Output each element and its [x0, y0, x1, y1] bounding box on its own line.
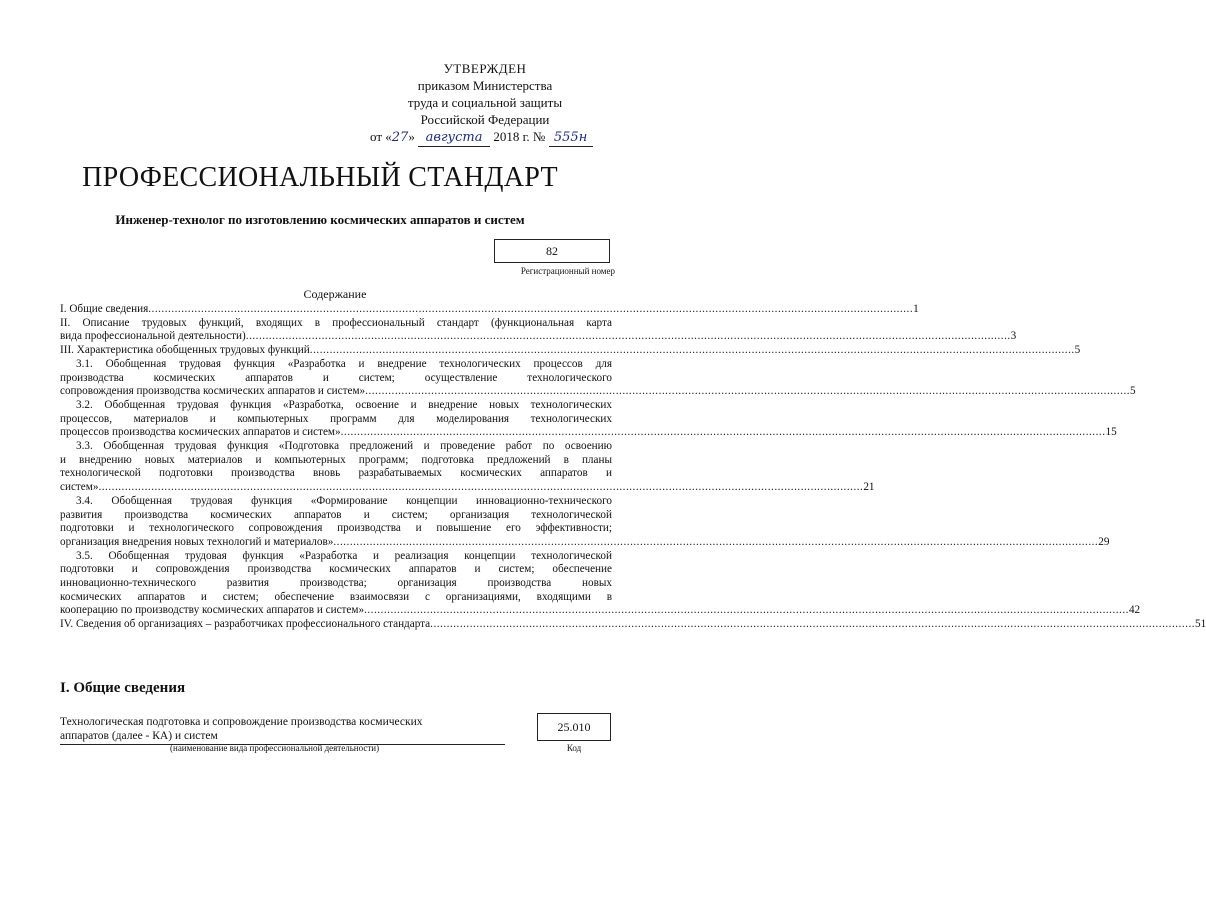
activity-caption: (наименование вида профессиональной деятельности) [170, 743, 380, 753]
toc-entry-text: 3.3. Обобщенная трудовая функция «Подготовка предложений и проведение работ по освоению [76, 440, 612, 453]
toc-entry-text: 3.5. Обобщенная трудовая функция «Разработка и реализация концепции технологической [76, 549, 612, 562]
activity-code-box: 25.010 [537, 713, 611, 741]
approval-line-3: Российской Федерации [420, 112, 550, 127]
approval-title: УТВЕРЖДЕН [443, 61, 527, 76]
order-year: 2018 г. № [493, 129, 546, 144]
order-day: 27 [391, 130, 409, 145]
toc-page-number: 5 [1130, 385, 1136, 398]
toc-dot-leader [341, 426, 1106, 440]
toc-entry-line [60, 385, 1136, 399]
table-of-contents [60, 303, 1206, 632]
toc-entry-text: процессов, материалов и компьютерных программ для моделирования технологических [60, 412, 612, 425]
order-line [360, 128, 610, 147]
toc-entry-text: II. Описание трудовых функций, входящих в профессиональный стандарт (функциональная карта [60, 316, 612, 329]
order-quote-close: » [408, 129, 415, 144]
approval-line-2: труда и социальной защиты [407, 95, 563, 110]
toc-page-number: 3 [1010, 330, 1017, 343]
toc-dot-leader [430, 618, 1195, 632]
toc-entry-line [60, 330, 1017, 344]
section-heading: I. Общие сведения [60, 680, 186, 696]
toc-entry-line [60, 303, 919, 317]
toc-entry-text: и внедрению новых материалов и компьютерных программ; подготовка предложений в планы [60, 453, 612, 466]
toc-entry-text: 3.2. Обобщенная трудовая функция «Разработка, освоение и внедрение новых технологических [76, 398, 612, 411]
toc-page-number: 51 [1195, 618, 1206, 631]
toc-entry-text: сопровождения производства космических аппаратов и систем» [60, 385, 366, 398]
toc-entry-text: 3.4. Обобщенная трудовая функция «Формирование концепции инновационно-технического [76, 494, 612, 507]
document-subtitle: Инженер-технолог по изготовлению космических аппаратов и систем [115, 212, 525, 227]
toc-entry-text: III. Характеристика обобщенных трудовых функций [60, 344, 310, 357]
approval-line-1: приказом Министерства [417, 78, 553, 93]
toc-entry-line [60, 426, 1117, 440]
toc-entry-text: процессов производства космических аппаратов и систем» [60, 426, 341, 439]
toc-entry-text: космических аппаратов и систем; обеспечение взаимосвязи с организациями, входящими в [60, 590, 612, 603]
activity-code-label: Код [566, 743, 582, 753]
toc-page-number: 42 [1128, 604, 1141, 617]
activity-name [60, 715, 510, 745]
document-title: ПРОФЕССИОНАЛЬНЫЙ СТАНДАРТ [82, 162, 558, 193]
toc-dot-leader [98, 481, 863, 495]
toc-entry-text: развития производства космических аппаратов и систем; организация технологической [60, 508, 612, 521]
toc-entry-line [60, 344, 1081, 358]
toc-entry-text: систем» [60, 481, 99, 494]
order-month: августа [418, 129, 490, 147]
toc-entry-text: производства космических аппаратов и систем; осуществление технологического [60, 371, 612, 384]
toc-entry-line [60, 481, 875, 495]
toc-page-number: 21 [863, 481, 875, 494]
toc-entry-text: подготовки и технологического сопровождения производства и повышение его эффективности; [60, 522, 612, 535]
toc-dot-leader [364, 604, 1129, 618]
toc-entry-text: I. Общие сведения [60, 303, 149, 315]
toc-entry-text: 3.1. Обобщенная трудовая функция «Разработка и внедрение технологических процессов для [76, 357, 612, 370]
activity-line-1: Технологическая подготовка и сопровождение производства космических [60, 716, 423, 728]
toc-page-number: 29 [1098, 535, 1110, 548]
toc-page-number: 15 [1105, 426, 1117, 439]
registration-number-label: Регистрационный номер [520, 266, 615, 276]
toc-entry-text: вида профессиональной деятельности) [60, 330, 246, 343]
toc-dot-leader [333, 536, 1098, 550]
toc-entry-line [60, 618, 1206, 632]
order-prefix: от « [370, 129, 392, 144]
toc-entry-text: подготовки и сопровождения производства космических аппаратов и систем; обеспечение [60, 563, 612, 576]
toc-entry-line [60, 604, 1141, 618]
toc-entry-text: IV. Сведения об организациях – разработчиках профессионального стандарта [60, 618, 431, 631]
activity-line-2: аппаратов (далее - КА) и систем [60, 729, 505, 745]
registration-number-box: 82 [494, 239, 610, 263]
order-number: 555н [549, 129, 593, 147]
toc-entry-line [60, 535, 1110, 550]
toc-entry-text: кооперацию по производству космических аппаратов и систем» [60, 604, 365, 617]
approval-block [360, 60, 610, 147]
toc-dot-leader [310, 344, 1075, 358]
toc-entry-text: инновационно-технического развития производства; организация производства новых [60, 577, 612, 590]
toc-dot-leader [246, 330, 1011, 344]
toc-heading: Содержание [303, 287, 367, 301]
toc-dot-leader [365, 385, 1130, 399]
toc-dot-leader [148, 303, 913, 317]
toc-page-number: 1 [913, 303, 919, 315]
toc-entry-text: организация внедрения новых технологий и материалов» [60, 535, 334, 548]
toc-page-number: 5 [1074, 344, 1081, 357]
toc-entry-text: технологической подготовки производства вновь разрабатываемых космических аппаратов и [60, 467, 612, 480]
